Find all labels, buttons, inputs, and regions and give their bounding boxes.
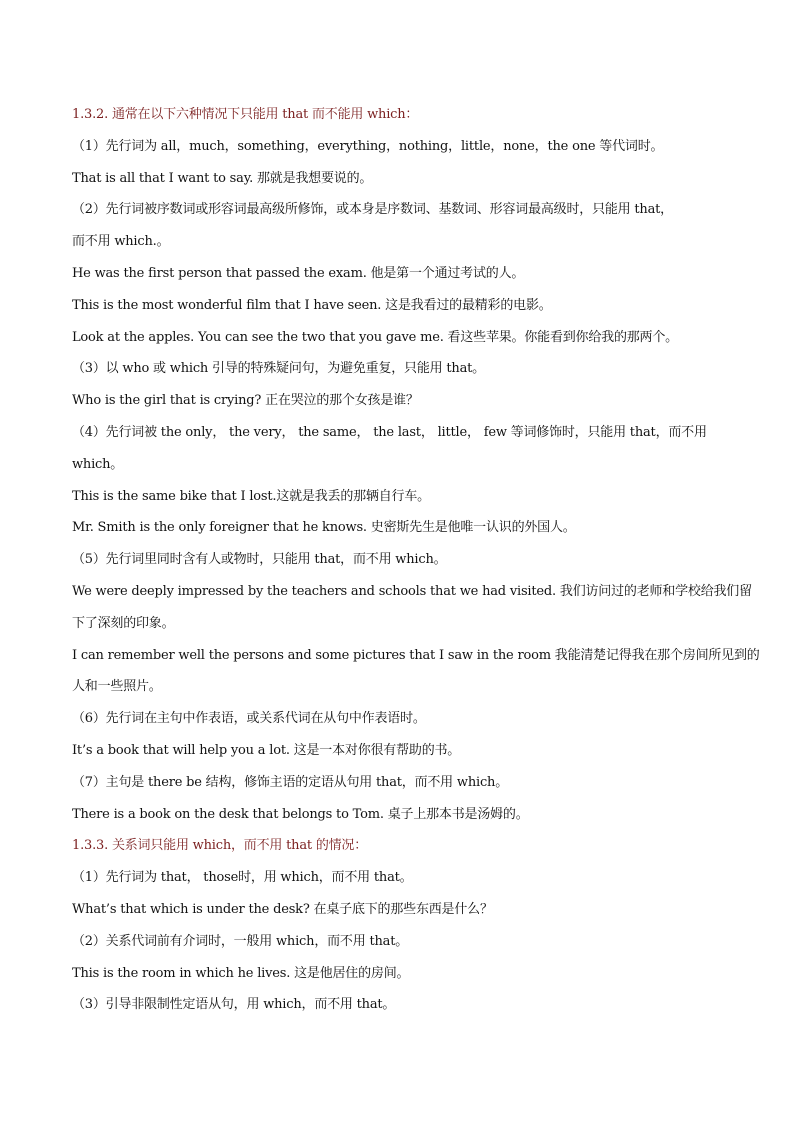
rule-4-item: （4）先行词被 the only， the very， the same， the last， little， few 等词修饰时，只能用 that，而不用 [72,424,707,440]
rule-4-item-continued: which。 [72,456,124,472]
document-body [72,99,760,1021]
example-sentence: There is a book on the desk that belongs to Tom. 桌子上那本书是汤姆的。 [72,806,529,822]
example-sentence: I can remember well the persons and some pictures that I saw in the room 我能清楚记得我在那个房间所见到的 [72,647,760,663]
example-sentence: We were deeply impressed by the teachers and schools that we had visited. 我们访问过的老师和学校给我们留 [72,583,752,599]
rule-3-item: （3）以 who 或 which 引导的特殊疑问句，为避免重复，只能用 that。 [72,361,485,377]
example-sentence-continued: 下了深刻的印象。 [72,615,175,631]
rule-2-item: （2）关系代词前有介词时，一般用 which，而不用 that。 [72,933,409,949]
rule-3-item: （3）引导非限制性定语从句，用 which，而不用 that。 [72,997,396,1013]
example-sentence: What’s that which is under the desk? 在桌子底下的那些东西是什么？ [72,901,493,917]
example-sentence: It’s a book that will help you a lot. 这是一本对你很有帮助的书。 [72,742,461,758]
example-sentence: That is all that I want to say. 那就是我想要说的。 [72,170,373,186]
rule-7-item: （7）主句是 there be 结构，修饰主语的定语从句用 that，而不用 which。 [72,774,509,790]
rule-2-item-continued: 而不用 which.。 [72,234,170,250]
example-sentence: This is the most wonderful film that I have seen. 这是我看过的最精彩的电影。 [72,297,552,313]
section-heading-1-3-2: 1.3.2. 通常在以下六种情况下只能用 that 而不能用 which： [72,107,419,122]
example-sentence: Mr. Smith is the only foreigner that he knows. 史密斯先生是他唯一认识的外国人。 [72,520,576,536]
example-sentence: Look at the apples. You can see the two that you gave me. 看这些苹果。你能看到你给我的那两个。 [72,329,678,345]
example-sentence: Who is the girl that is crying? 正在哭泣的那个女孩是谁？ [72,393,419,409]
rule-2-item: （2）先行词被序数词或形容词最高级所修饰，或本身是序数词、基数词、形容词最高级时，只能用 that， [72,202,673,218]
rule-5-item: （5）先行词里同时含有人或物时，只能用 that，而不用 which。 [72,552,447,568]
rule-6-item: （6）先行词在主句中作表语，或关系代词在从句中作表语时。 [72,711,426,727]
example-sentence-continued: 人和一些照片。 [72,679,162,695]
section-heading-1-3-3: 1.3.3. 关系词只能用 which，而不用 that 的情况： [72,838,368,854]
example-sentence: This is the room in which he lives. 这是他居住的房间。 [72,965,410,981]
example-sentence: He was the first person that passed the exam. 他是第一个通过考试的人。 [72,265,525,281]
rule-1-item: （1）先行词为 that， those时，用 which，而不用 that。 [72,870,413,886]
rule-1-item: （1）先行词为 all，much，something，everything，nothing，little，none，the one 等代词时。 [72,138,664,154]
example-sentence: This is the same bike that I lost.这就是我丢的那辆自行车。 [72,488,430,504]
